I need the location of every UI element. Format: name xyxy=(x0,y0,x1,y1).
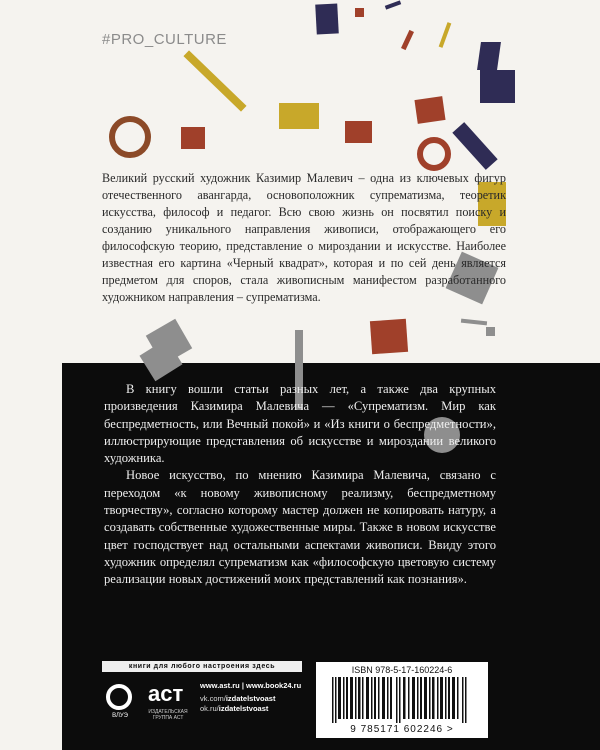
ast-logo-caption: ИЗДАТЕЛЬСКАЯ ГРУППА АСТ xyxy=(148,709,188,721)
hashtag-label: #PRO_CULTURE xyxy=(102,31,227,48)
body-text xyxy=(104,381,496,589)
brick-ring-right xyxy=(417,137,451,171)
brick-rectangle-lower xyxy=(370,319,408,354)
body-paragraph-1: В книгу вошли статьи разных лет, а также два крупных произведения Казимира Малевича — «Супрематизм. Мир как беспредметность, или Вечный покой» и «Из книги о беспредметности», иллюстрирующие представления об искусстве и мироздании великого художника. xyxy=(104,382,496,466)
brick-square-small-top xyxy=(355,8,364,17)
publisher-circle-logo xyxy=(106,684,132,710)
barcode-box xyxy=(316,662,488,738)
tagline-bar: книги для любого настроения здесь xyxy=(102,661,302,672)
navy-trapezoid xyxy=(477,42,501,70)
brick-square-center xyxy=(345,121,372,143)
brick-ring-left xyxy=(109,116,151,158)
site-links: www.ast.ru | www.book24.ru xyxy=(200,681,302,690)
intro-paragraph: Великий русский художник Казимир Малевич – одна из ключевых фигур отечественного авангарда, основоположник супрематизма, теоретик искусства, философ и педагог. Всю свою жизнь он посвятил поиску и созданию уникального направления живописи, отображающего его философскую теорию, представление о мироздании и искусстве. Наиболее известная его картина «Черный квадрат», которая и по сей день является предметом для споров, стала живописным манифестом разработанного художником направления – супрематизма. xyxy=(102,171,506,304)
navy-rectangle-top xyxy=(315,3,339,34)
ok-link: ok.ru/izdatelstvoast xyxy=(200,704,269,713)
gray-small-square-right xyxy=(486,327,495,336)
body-paragraph-2: Новое искусство, по мнению Казимира Малевича, связано с переходом «к новому живописному реализму, беспредметному творчеству», согласно которому мастер должен не копировать натуру, а создавать собственные художественные миры. Также в новом искусстве цвет господствует над остальными аспектами живописи. Ввиду этого художник определял супрематизм как «философскую цветовую систему реализации новых достижений моих представлений как познания». xyxy=(104,468,496,587)
publisher-circle-logo-text: ВЛУЭ xyxy=(112,713,128,719)
ast-logo: аст xyxy=(148,681,184,706)
barcode-digits: 9 785171 602246 > xyxy=(350,724,454,735)
brick-square-mid xyxy=(414,96,445,124)
brick-square-left xyxy=(181,127,205,149)
vk-link: vk.com/izdatelstvoast xyxy=(200,694,276,703)
barcode-icon xyxy=(332,677,472,723)
navy-square-right xyxy=(480,70,515,103)
left-light-strip xyxy=(0,363,62,750)
mustard-rectangle-center xyxy=(279,103,319,129)
isbn-label: ISBN 978-5-17-160224-6 xyxy=(351,665,453,675)
